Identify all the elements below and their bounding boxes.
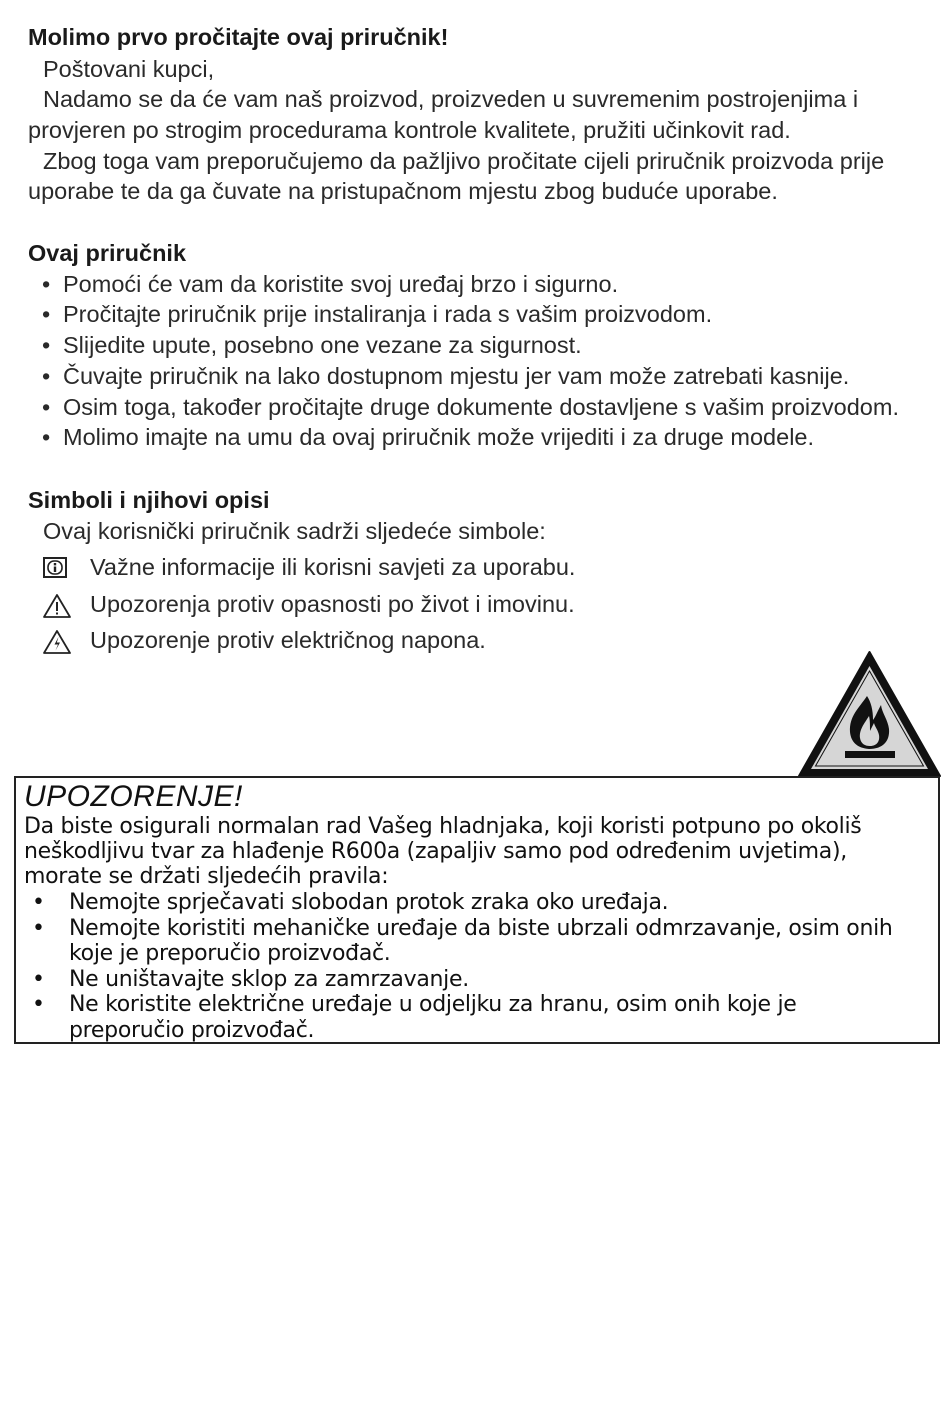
warning-item-text: Nemojte koristiti mehaničke uređaje da biste ubrzali odmrzavanje, osim onih: [69, 916, 893, 941]
list-item: [42, 330, 582, 361]
intro-para2-line1: Zbog toga vam preporučujemo da pažljivo pročitate cijeli priručnik proizvoda prije: [43, 148, 885, 174]
warning-item-text: Ne koristite električne uređaje u odjeljku za hranu, osim onih koje je: [69, 992, 797, 1017]
intro-para2-line2: uporabe te da ga čuvate na pristupačnom mjestu zbog buduće uporabe.: [28, 178, 778, 204]
list-item-text: Molimo imajte na umu da ovaj priručnik može vrijediti i za druge modele.: [63, 424, 815, 450]
list-item: [42, 299, 712, 330]
intro-heading: Molimo prvo pročitajte ovaj priručnik!: [28, 24, 449, 50]
electric-warning-icon: [42, 629, 72, 655]
symbol-electric-text: Upozorenje protiv električnog napona.: [90, 627, 486, 653]
intro-para1-line2: provjeren po strogim procedurama kontrole kvalitete, pružiti učinkovit rad.: [28, 117, 791, 143]
info-icon: [42, 556, 72, 582]
bullet-icon: •: [32, 890, 45, 915]
warning-line: Da biste osigurali normalan rad Vašeg hladnjaka, koji koristi potpuno po okoliš: [24, 814, 862, 839]
bullet-icon: •: [32, 992, 45, 1017]
warning-triangle-icon: [42, 593, 72, 619]
warning-item-text: preporučio proizvođač.: [69, 1018, 315, 1043]
list-item: [42, 361, 849, 392]
bullet-icon: •: [32, 967, 45, 992]
list-item-text: Pomoći će vam da koristite svoj uređaj brzo i sigurno.: [63, 271, 619, 297]
list-item: [42, 269, 618, 300]
bullet-icon: •: [42, 394, 51, 420]
intro-para1-line1: Nadamo se da će vam naš proizvod, proizveden u suvremenim postrojenjima i: [43, 86, 859, 112]
symbols-intro: Ovaj korisnički priručnik sadrži sljedeće simbole:: [43, 518, 546, 544]
list-item: [42, 422, 814, 453]
list-item-text: Slijedite upute, posebno one vezane za sigurnost.: [63, 332, 582, 358]
warning-title: UPOZORENJE!: [24, 780, 243, 813]
symbol-info-text: Važne informacije ili korisni savjeti za uporabu.: [90, 554, 576, 580]
warning-item-text: koje je preporučio proizvođač.: [69, 941, 391, 966]
list-item: [42, 392, 899, 423]
bullet-icon: •: [42, 271, 51, 297]
manual-heading: Ovaj priručnik: [28, 240, 187, 266]
warning-line: neškodljivu tvar za hlađenje R600a (zapaljiv samo pod određenim uvjetima),: [24, 839, 847, 864]
bullet-icon: •: [42, 332, 51, 358]
bullet-icon: •: [42, 363, 51, 389]
flammable-warning-icon: [797, 650, 942, 778]
bullet-icon: •: [42, 424, 51, 450]
warning-item-text: Ne uništavajte sklop za zamrzavanje.: [69, 967, 469, 992]
greeting: Poštovani kupci,: [43, 56, 215, 82]
bullet-icon: •: [42, 301, 51, 327]
list-item-text: Čuvajte priručnik na lako dostupnom mjestu jer vam može zatrebati kasnije.: [63, 363, 850, 389]
list-item-text: Pročitajte priručnik prije instaliranja i rada s vašim proizvodom.: [63, 301, 713, 327]
symbol-warning-text: Upozorenja protiv opasnosti po život i imovinu.: [90, 591, 575, 617]
bullet-icon: •: [32, 916, 45, 941]
warning-item-text: Nemojte sprječavati slobodan protok zraka oko uređaja.: [69, 890, 669, 915]
symbols-heading: Simboli i njihovi opisi: [28, 487, 270, 513]
list-item-text: Osim toga, također pročitajte druge dokumente dostavljene s vašim proizvodom.: [63, 394, 899, 420]
warning-box: [14, 776, 940, 1044]
warning-line: morate se držati sljedećih pravila:: [24, 864, 389, 889]
